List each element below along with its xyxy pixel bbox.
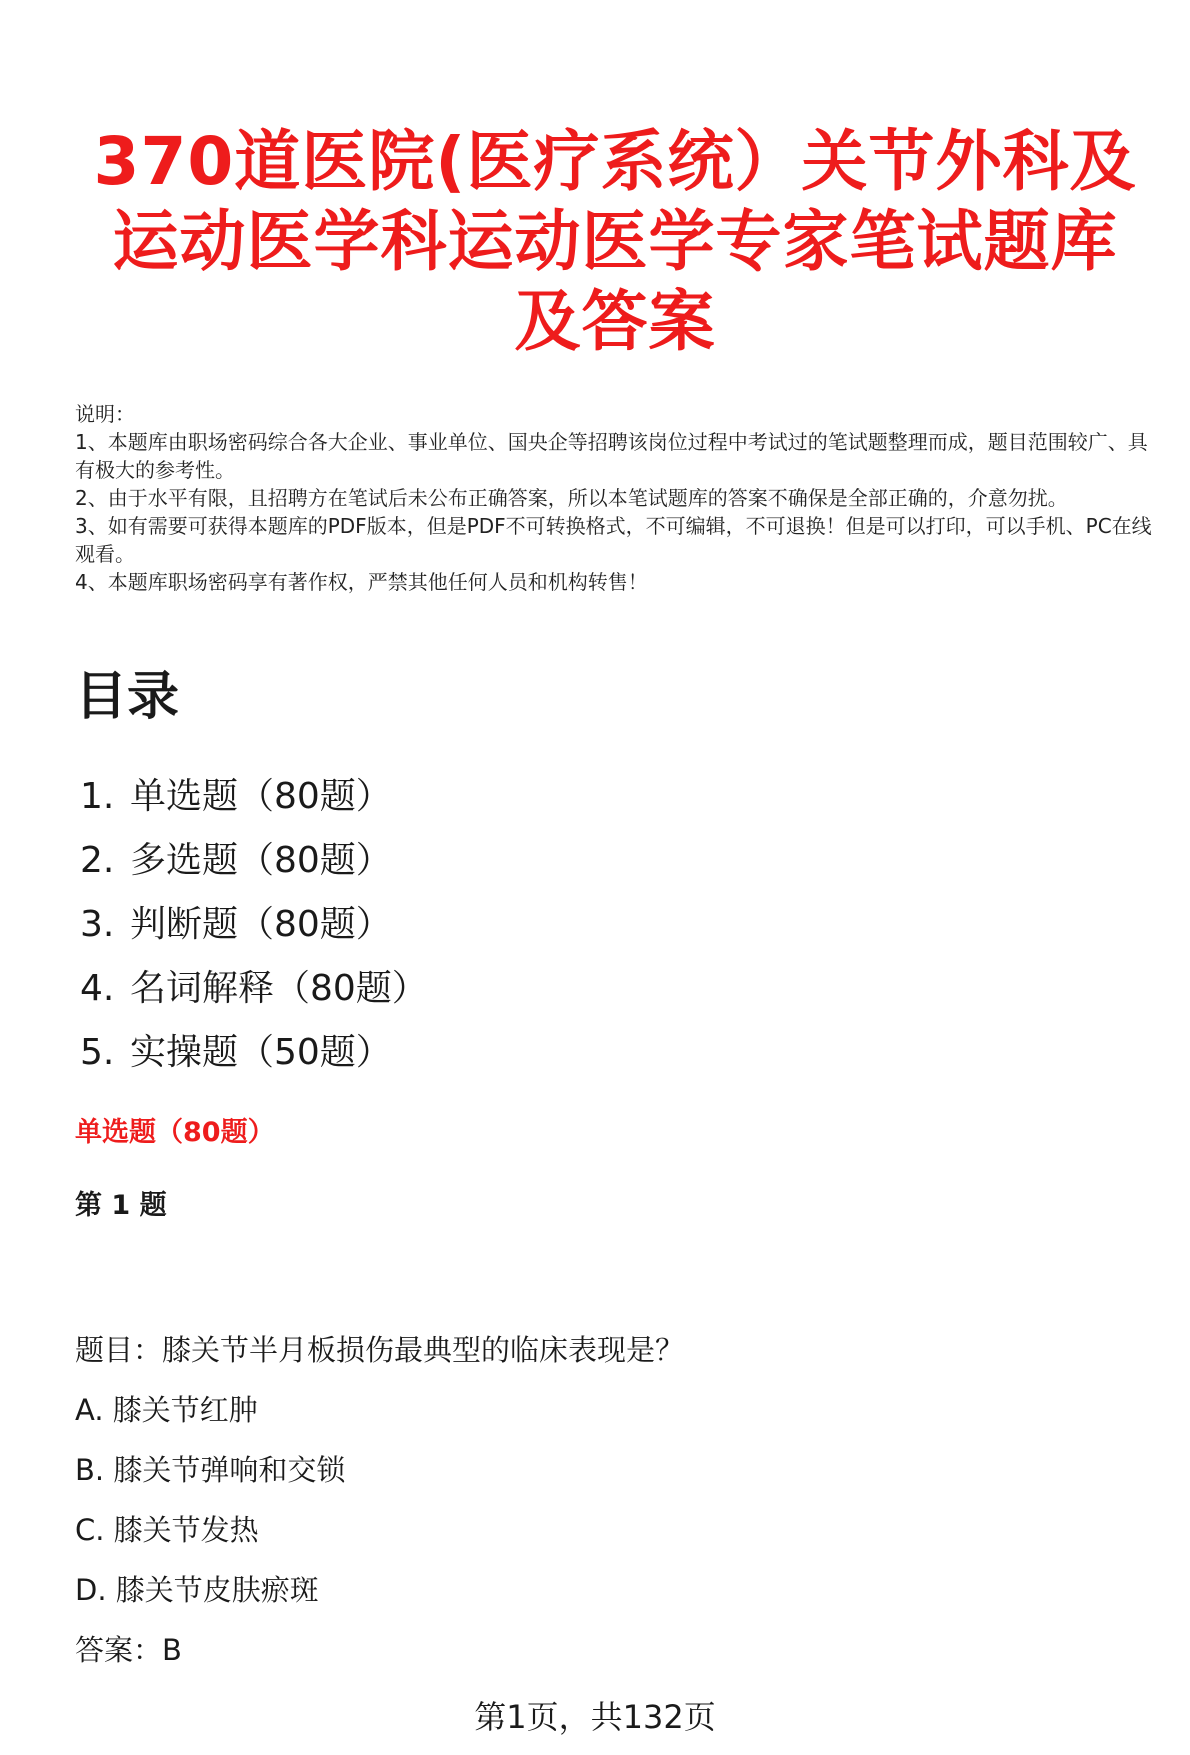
- toc-item-number: 2.: [80, 840, 115, 881]
- option-a: A. 膝关节红肿: [75, 1393, 258, 1427]
- instruction-item: 2、由于水平有限，且招聘方在笔试后未公布正确答案，所以本笔试题库的答案不确保是全部正确的，介意勿扰。: [75, 486, 1068, 510]
- toc-item-number: 5.: [80, 1032, 115, 1073]
- instructions-heading: 说明：: [75, 402, 135, 426]
- question-text: 题目：膝关节半月板损伤最典型的临床表现是？: [75, 1333, 685, 1367]
- answer: 答案：B: [75, 1633, 182, 1667]
- instructions: [75, 400, 1155, 596]
- option-c: C. 膝关节发热: [75, 1513, 259, 1547]
- document-title: 370道医院(医疗系统）关节外科及运动医学科运动医学专家笔试题库及答案: [93, 123, 1137, 360]
- instruction-item: 4、本题库职场密码享有著作权，严禁其他任何人员和机构转售！: [75, 570, 648, 594]
- toc-item[interactable]: [80, 765, 428, 829]
- toc-item[interactable]: [80, 829, 428, 893]
- option-b: B. 膝关节弹响和交锁: [75, 1453, 346, 1487]
- toc-item-label: 实操题（50题）: [130, 1032, 392, 1073]
- instruction-item: 1、本题库由职场密码综合各大企业、事业单位、国央企等招聘该岗位过程中考试过的笔试题整理而成，题目范围较广、具有极大的参考性。: [75, 430, 1148, 482]
- page-number: 第1页，共132页: [474, 1698, 716, 1736]
- instruction-item: 3、如有需要可获得本题库的PDF版本，但是PDF不可转换格式，不可编辑，不可退换！但是可以打印，可以手机、PC在线观看。: [75, 514, 1152, 566]
- toc-heading: 目录: [75, 667, 180, 727]
- toc-item[interactable]: [80, 893, 428, 957]
- toc-item-number: 1.: [80, 776, 115, 817]
- question-number: 第 1 题: [75, 1190, 167, 1221]
- toc-item-label: 名词解释（80题）: [130, 968, 428, 1009]
- table-of-contents: [80, 765, 428, 1085]
- toc-item[interactable]: [80, 957, 428, 1021]
- toc-item-label: 多选题（80题）: [130, 840, 392, 881]
- toc-item-label: 单选题（80题）: [130, 776, 392, 817]
- toc-item[interactable]: [80, 1021, 428, 1085]
- toc-item-number: 4.: [80, 968, 115, 1009]
- toc-item-label: 判断题（80题）: [130, 904, 392, 945]
- option-d: D. 膝关节皮肤瘀斑: [75, 1573, 319, 1607]
- toc-item-number: 3.: [80, 904, 115, 945]
- section-title: 单选题（80题）: [75, 1117, 275, 1148]
